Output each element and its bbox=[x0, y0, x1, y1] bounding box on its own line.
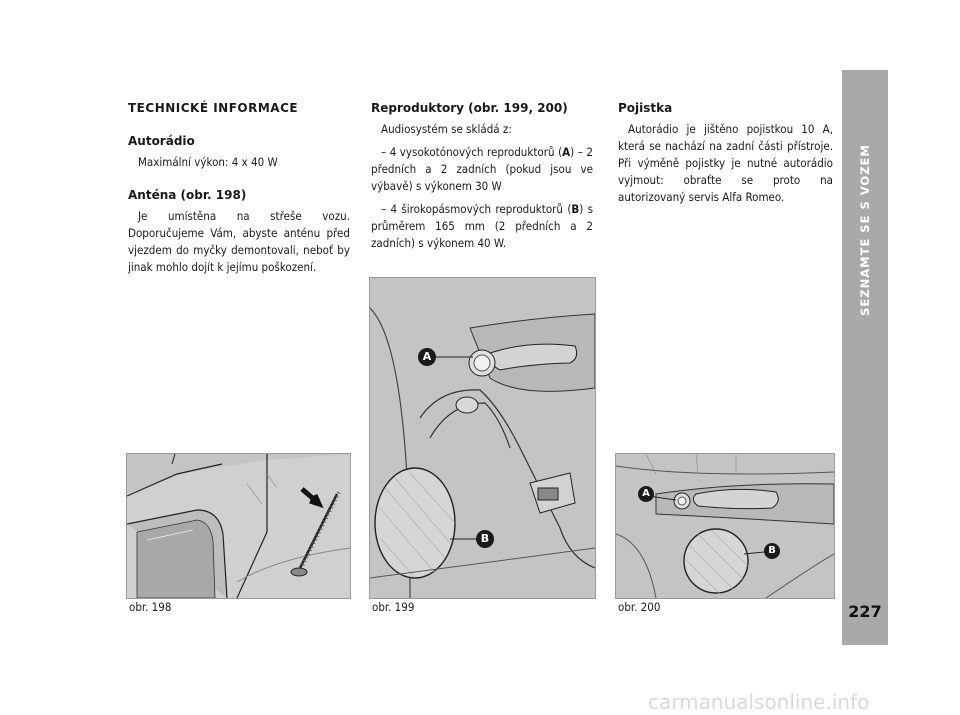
label-a-badge bbox=[418, 348, 436, 366]
column-fuse bbox=[618, 100, 833, 212]
figure-door-speakers bbox=[369, 277, 596, 599]
caption-fig-199: obr. 199 bbox=[372, 600, 415, 614]
label-b-badge bbox=[476, 530, 494, 548]
section-heading: TECHNICKÉ INFORMACE bbox=[128, 101, 299, 115]
label-a-text: A bbox=[642, 488, 650, 499]
speakers-intro: Audiosystém se skládá z: bbox=[381, 122, 512, 136]
caption-fig-198: obr. 198 bbox=[129, 600, 172, 614]
label-a-badge bbox=[638, 486, 654, 502]
label-a-text: A bbox=[422, 350, 432, 363]
page-number: 227 bbox=[848, 602, 882, 621]
sidebar-section-title: SEZNAMTE SE S VOZEM bbox=[858, 144, 872, 316]
fuse-text: Autorádio je jištěno pojistkou 10 A, která se nachází na zadní části přístroje. Při výměně pojistky je nutné autorádio vyjmout: obraťte se proto na autorizovaný servis Alfa Romeo. bbox=[618, 122, 833, 204]
radio-text: Maximální výkon: 4 x 40 W bbox=[138, 155, 278, 169]
label-b-text: B bbox=[480, 532, 490, 545]
label-b-badge bbox=[764, 543, 780, 559]
speakers-title: Reproduktory (obr. 199, 200) bbox=[371, 101, 568, 115]
fuse-title: Pojistka bbox=[618, 101, 673, 115]
column-technical-info bbox=[128, 100, 350, 282]
antenna-title: Anténa (obr. 198) bbox=[128, 188, 247, 202]
label-b-text: B bbox=[768, 545, 776, 556]
radio-title: Autorádio bbox=[128, 134, 195, 148]
woofers-text: – 4 širokopásmových reproduktorů (B) s průměrem 165 mm (2 předních a 2 zadních) s výkonem 40 W. bbox=[371, 202, 594, 250]
watermark: carmanualsonline.info bbox=[648, 690, 870, 714]
column-speakers bbox=[371, 100, 593, 258]
tweeters-text: – 4 vysokotónových reproduktorů (A) – 2 předních a 2 zadních (pokud jsou ve výbavě) s výkonem 30 W bbox=[371, 145, 593, 193]
section-sidebar bbox=[842, 70, 888, 645]
figure-rear-speakers bbox=[615, 453, 835, 599]
antenna-text: Je umístěna na střeše vozu. Doporučujeme Vám, abyste anténu před vjezdem do myčky demontovali, neboť by jinak mohlo dojít k jejímu poškození. bbox=[128, 209, 350, 274]
figure-antenna bbox=[126, 453, 351, 599]
caption-fig-200: obr. 200 bbox=[618, 600, 661, 614]
